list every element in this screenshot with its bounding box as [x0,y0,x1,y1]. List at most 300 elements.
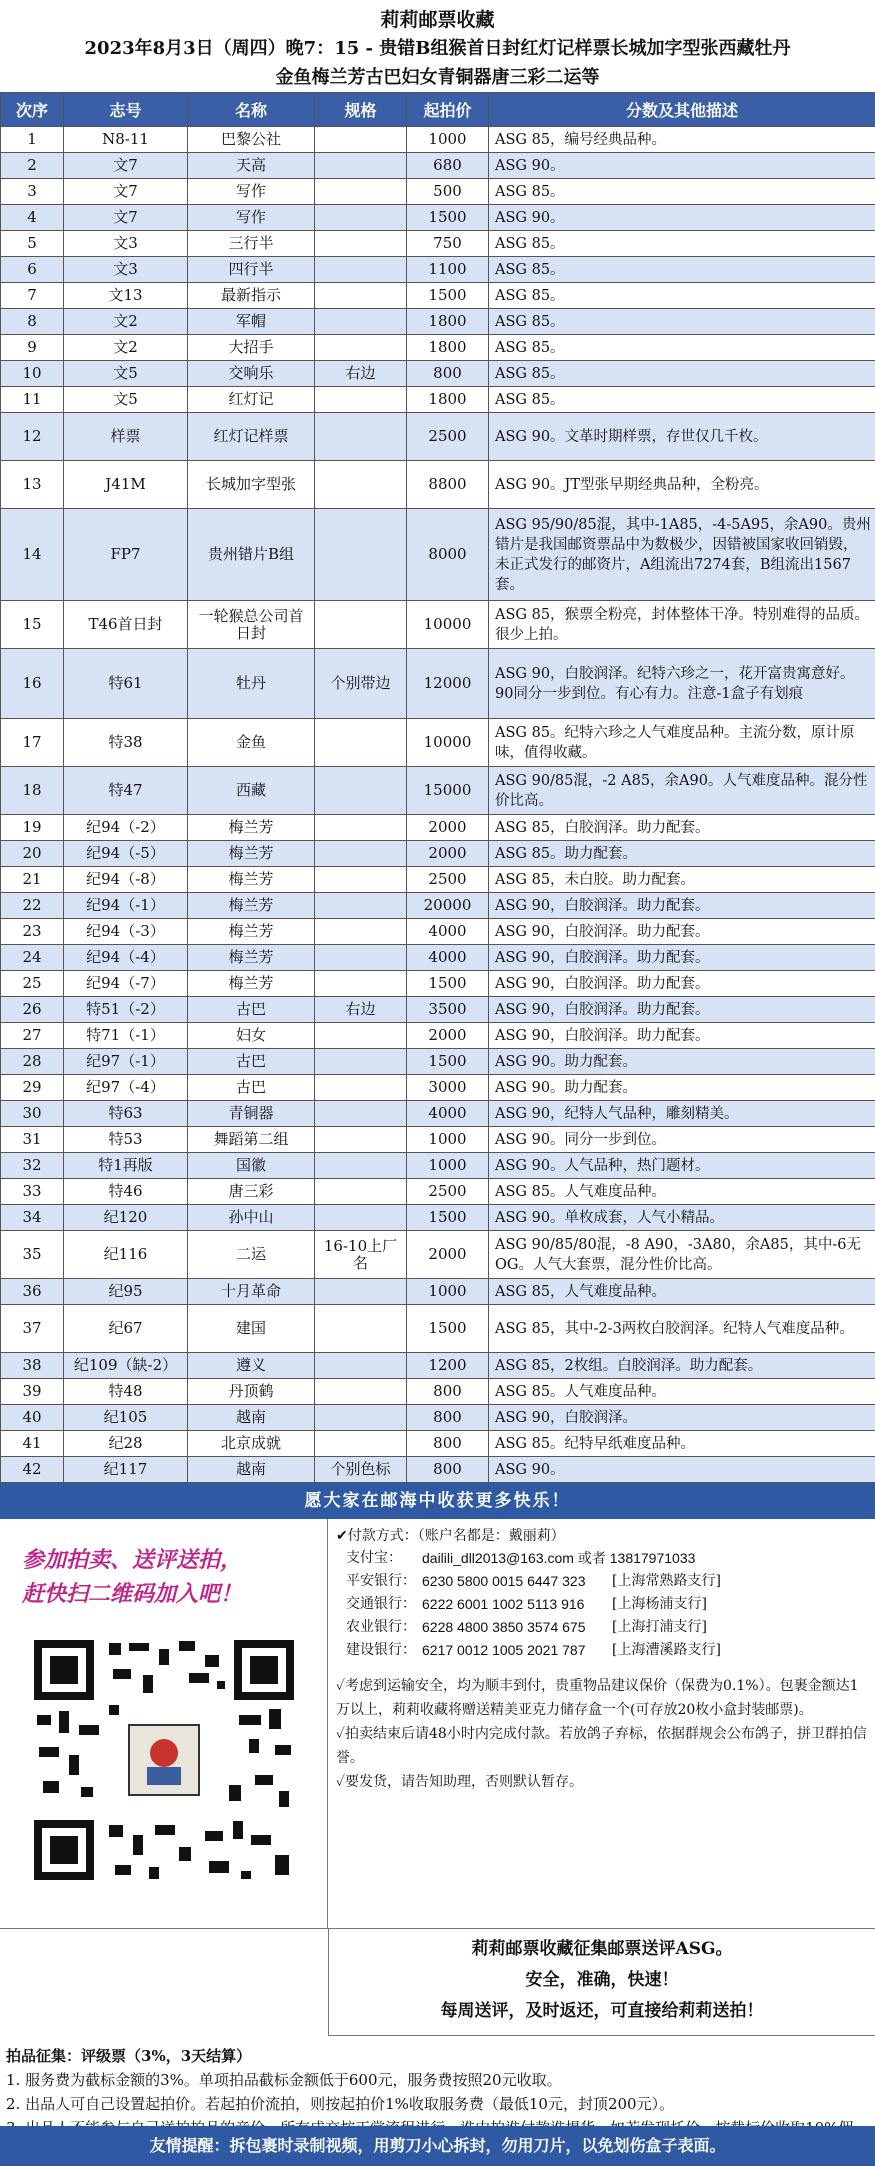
cell-desc: ASG 90。 [489,205,875,231]
shop-name: 莉莉邮票收藏 [380,9,495,31]
cell-price: 10000 [407,719,489,767]
cell-code: J41M [64,461,188,509]
cell-code: 文3 [64,257,188,283]
note-2: ✓拍卖结束后请48小时内完成付款。若放鸽子弃标，依据群规会公布鸽子，拼卫群拍信誉。 [336,1726,867,1766]
cell-price: 8000 [407,509,489,601]
table-row [1,1431,875,1457]
table-row [1,1205,875,1231]
cell-no: 34 [1,1205,64,1231]
table-row [1,309,875,335]
cell-spec [315,1049,407,1075]
cell-price: 2500 [407,1179,489,1205]
table-row [1,1127,875,1153]
promo-line-1: 参加拍卖、送评送拍， [22,1547,243,1573]
cell-desc: ASG 90，白胶润泽。助力配套。 [489,945,875,971]
cell-desc: ASG 85，白胶润泽。助力配套。 [489,815,875,841]
table-row [1,945,875,971]
table-row [1,893,875,919]
cell-price: 3000 [407,1075,489,1101]
cell-code: 纪94（-7） [64,971,188,997]
cell-code: 纪94（-3） [64,919,188,945]
cell-desc: ASG 85。 [489,231,875,257]
cell-spec [315,231,407,257]
cell-no: 39 [1,1379,64,1405]
cell-name: 梅兰芳 [188,971,315,997]
table-row [1,1023,875,1049]
cell-price: 1200 [407,1353,489,1379]
cell-name: 古巴 [188,997,315,1023]
cell-no: 29 [1,1075,64,1101]
cell-no: 27 [1,1023,64,1049]
note-1: ✓考虑到运输安全，均为顺丰到付，贵重物品建议保价（保费为0.1%）。包裹金额达1万以上，莉莉收藏将赠送精美亚克力储存盒一个(可存放20枚小盒封装邮票)。 [336,1678,859,1718]
table-row [1,1379,875,1405]
cell-spec [315,1405,407,1431]
cell-name: 梅兰芳 [188,945,315,971]
cell-spec [315,893,407,919]
info-section [0,1519,875,1929]
cell-spec [315,283,407,309]
cell-spec [315,309,407,335]
cell-name: 越南 [188,1457,315,1483]
table-row [1,127,875,153]
cell-no: 21 [1,867,64,893]
bank-branch: [上海杨浦支行] [612,1596,707,1612]
cell-code: 纪120 [64,1205,188,1231]
cell-spec [315,387,407,413]
cell-price: 12000 [407,649,489,719]
cell-no: 1 [1,127,64,153]
cell-code: 文5 [64,387,188,413]
cell-desc: ASG 85。 [489,257,875,283]
cell-price: 750 [407,231,489,257]
table-row [1,1153,875,1179]
cell-name: 军帽 [188,309,315,335]
cell-price: 2000 [407,841,489,867]
auction-title-line3: 金鱼梅兰芳古巴妇女青铜器唐三彩二运等 [275,67,600,88]
cell-code: 特61 [64,649,188,719]
cell-desc: ASG 90。助力配套。 [489,1075,875,1101]
cell-name: 红灯记 [188,387,315,413]
cell-code: 纪94（-2） [64,815,188,841]
table-row [1,461,875,509]
auction-title-line2: 2023年8月3日（周四）晚7：15 - 贵错B组猴首日封红灯记样票长城加字型张西藏牡丹 [84,38,791,59]
cell-name: 长城加字型张 [188,461,315,509]
cell-code: 纪97（-4） [64,1075,188,1101]
cell-desc: ASG 90/85混，-2 A85，余A90。人气难度品种。混分性价比高。 [489,767,875,815]
wish-banner: 愿大家在邮海中收获更多快乐！ [0,1483,875,1519]
cell-spec [315,1075,407,1101]
cell-code: FP7 [64,509,188,601]
cell-desc: ASG 85，未白胶。助力配套。 [489,867,875,893]
cell-name: 交响乐 [188,361,315,387]
cell-no: 33 [1,1179,64,1205]
cell-name: 天高 [188,153,315,179]
cell-desc: ASG 90。 [489,153,875,179]
table-row [1,649,875,719]
payment-head: ✔付款方式：（账户名都是：戴丽莉） [336,1528,565,1544]
cell-desc: ASG 85。纪特早纸难度品种。 [489,1431,875,1457]
cell-price: 800 [407,361,489,387]
cell-name: 一轮猴总公司首日封 [188,601,315,649]
cell-spec [315,335,407,361]
cell-no: 19 [1,815,64,841]
cell-price: 1100 [407,257,489,283]
cell-name: 唐三彩 [188,1179,315,1205]
cell-price: 680 [407,153,489,179]
cell-name: 最新指示 [188,283,315,309]
cell-desc: ASG 90。文革时期样票，存世仅几千枚。 [489,413,875,461]
cell-code: 纪105 [64,1405,188,1431]
cell-no: 25 [1,971,64,997]
cell-code: 文5 [64,361,188,387]
cell-spec [315,1353,407,1379]
payment-panel [328,1519,875,1928]
cell-desc: ASG 85，2枚组。白胶润泽。助力配套。 [489,1353,875,1379]
cell-name: 北京成就 [188,1431,315,1457]
bank-row [336,1570,867,1593]
promo-panel [0,1519,328,1928]
bank-name: 交通银行： [346,1596,416,1612]
cell-desc: ASG 85。纪特六珍之人气难度品种。主流分数，原计原味，值得收藏。 [489,719,875,767]
cell-spec [315,971,407,997]
table-row [1,1353,875,1379]
cell-name: 越南 [188,1405,315,1431]
table-row [1,1457,875,1483]
cell-name: 青铜器 [188,1101,315,1127]
cell-desc: ASG 90。人气品种，热门题材。 [489,1153,875,1179]
cell-price: 1000 [407,1279,489,1305]
cell-desc: ASG 95/90/85混，其中-1A85，-4-5A95，余A90。贵州错片是我国邮资票品中为数极少，因错被国家收回销毁，未正式发行的邮资片，A组流出7274套，B组流出1567套。 [489,509,875,601]
cell-price: 1000 [407,127,489,153]
promo-text [12,1543,315,1611]
cell-no: 14 [1,509,64,601]
cell-code: 文7 [64,205,188,231]
cell-spec: 个别色标 [315,1457,407,1483]
cell-code: 特71（-1） [64,1023,188,1049]
table-row [1,1231,875,1279]
cell-spec [315,945,407,971]
cell-spec [315,767,407,815]
cell-desc: ASG 90。助力配套。 [489,1049,875,1075]
bank-account-number[interactable]: 6228 4800 3850 3574 675 [422,1619,586,1635]
col-header-no: 次序 [1,93,64,127]
cell-no: 41 [1,1431,64,1457]
bank-account-number[interactable]: 6222 6001 1002 5113 916 [422,1596,585,1612]
cell-no: 13 [1,461,64,509]
cell-name: 孙中山 [188,1205,315,1231]
table-row [1,997,875,1023]
cell-desc: ASG 85。 [489,335,875,361]
cell-desc: ASG 90，白胶润泽。 [489,1405,875,1431]
cell-spec [315,867,407,893]
cell-desc: ASG 90。单枚成套，人气小精品。 [489,1205,875,1231]
cell-price: 2000 [407,1023,489,1049]
rule-2: 2. 出品人可自己设置起拍价。若起拍价流拍，则按起拍价1%收取服务费（最低10元，封顶200元）。 [6,2095,675,2113]
cell-spec [315,1279,407,1305]
alipay-value[interactable]: dailili_dll2013@163.com 或者 13817971033 [422,1550,696,1566]
cell-name: 三行半 [188,231,315,257]
cell-desc: ASG 90。 [489,1457,875,1483]
cell-spec [315,1179,407,1205]
cell-desc: ASG 90，白胶润泽。助力配套。 [489,919,875,945]
cell-code: 文7 [64,153,188,179]
cell-code: 纪116 [64,1231,188,1279]
cell-code: 特48 [64,1379,188,1405]
cell-spec [315,179,407,205]
qr-code-graphic [29,1635,299,1885]
bank-branch: [上海漕溪路支行] [612,1642,721,1658]
cell-spec [315,205,407,231]
bank-branch: [上海打浦支行] [612,1619,707,1635]
bank-name: 平安银行： [346,1573,416,1589]
bank-row [336,1639,867,1662]
cell-desc: ASG 90，白胶润泽。助力配套。 [489,971,875,997]
cell-price: 1500 [407,283,489,309]
cell-name: 遵义 [188,1353,315,1379]
cell-price: 2500 [407,413,489,461]
cell-no: 2 [1,153,64,179]
cell-name: 写作 [188,179,315,205]
cell-name: 四行半 [188,257,315,283]
cell-desc: ASG 90。JT型张早期经典品种，全粉亮。 [489,461,875,509]
table-row [1,413,875,461]
cell-price: 4000 [407,919,489,945]
table-row [1,509,875,601]
cell-name: 写作 [188,205,315,231]
cell-price: 10000 [407,601,489,649]
cell-no: 17 [1,719,64,767]
cell-code: 纪94（-5） [64,841,188,867]
cell-code: 文13 [64,283,188,309]
cell-no: 4 [1,205,64,231]
asg-line-1: 莉莉邮票收藏征集邮票送评ASG。 [471,1939,733,1959]
cell-code: 纪95 [64,1279,188,1305]
table-row [1,387,875,413]
cell-name: 大招手 [188,335,315,361]
cell-no: 8 [1,309,64,335]
cell-spec [315,1153,407,1179]
cell-spec [315,1431,407,1457]
cell-name: 梅兰芳 [188,919,315,945]
alipay-label: 支付宝： [346,1550,402,1566]
rules-head: 拍品征集：评级票（3%，3天结算） [6,2047,252,2065]
cell-code: 样票 [64,413,188,461]
cell-code: 文2 [64,309,188,335]
cell-name: 贵州错片B组 [188,509,315,601]
cell-code: 纪67 [64,1305,188,1353]
cell-code: 文2 [64,335,188,361]
cell-no: 16 [1,649,64,719]
cell-spec: 16-10上厂名 [315,1231,407,1279]
cell-code: 特63 [64,1101,188,1127]
table-row [1,767,875,815]
cell-price: 2000 [407,815,489,841]
cell-price: 1500 [407,205,489,231]
table-row [1,283,875,309]
cell-price: 1500 [407,1305,489,1353]
table-row [1,1101,875,1127]
qr-code-icon[interactable] [29,1635,299,1885]
cell-spec [315,841,407,867]
table-row [1,1179,875,1205]
col-header-desc: 分数及其他描述 [489,93,875,127]
cell-desc: ASG 90/85/80混，-8 A90，-3A80，余A85，其中-6无OG。人气大套票，混分性价比高。 [489,1231,875,1279]
cell-no: 32 [1,1153,64,1179]
cell-name: 十月革命 [188,1279,315,1305]
cell-name: 丹顶鹤 [188,1379,315,1405]
table-row [1,179,875,205]
rule-1: 1. 服务费为截标金额的3%。单项拍品截标金额低于600元，服务费按照20元收取。 [6,2071,562,2089]
cell-name: 巴黎公社 [188,127,315,153]
cell-price: 4000 [407,1101,489,1127]
cell-desc: ASG 85，人气难度品种。 [489,1279,875,1305]
cell-code: 文3 [64,231,188,257]
cell-name: 古巴 [188,1075,315,1101]
cell-spec [315,127,407,153]
table-row [1,1405,875,1431]
cell-price: 2000 [407,1231,489,1279]
cell-name: 古巴 [188,1049,315,1075]
cell-no: 22 [1,893,64,919]
cell-no: 3 [1,179,64,205]
cell-price: 1500 [407,1205,489,1231]
cell-no: 30 [1,1101,64,1127]
cell-code: 纪97（-1） [64,1049,188,1075]
cell-no: 28 [1,1049,64,1075]
reminder-footer: 友情提醒：拆包裹时录制视频，用剪刀小心拆封，勿用刀片，以免划伤盒子表面。 [0,2126,875,2166]
cell-price: 500 [407,179,489,205]
cell-desc: ASG 90，白胶润泽。纪特六珍之一，花开富贵寓意好。90同分一步到位。有心有力。注意-1盒子有划痕 [489,649,875,719]
cell-desc: ASG 85。人气难度品种。 [489,1379,875,1405]
cell-spec [315,257,407,283]
cell-price: 1000 [407,1127,489,1153]
cell-price: 15000 [407,767,489,815]
lots-table [0,92,875,1483]
cell-desc: ASG 90，白胶润泽。助力配套。 [489,893,875,919]
cell-desc: ASG 85，猴票全粉亮，封体整体干净。特别难得的品质。很少上拍。 [489,601,875,649]
cell-code: 特51（-2） [64,997,188,1023]
cell-name: 红灯记样票 [188,413,315,461]
table-row [1,257,875,283]
cell-code: 纪117 [64,1457,188,1483]
asg-box [328,1928,875,2036]
cell-name: 妇女 [188,1023,315,1049]
cell-no: 12 [1,413,64,461]
cell-name: 二运 [188,1231,315,1279]
cell-no: 11 [1,387,64,413]
asg-line-2: 安全，准确，快速！ [525,1970,679,1990]
cell-name: 舞蹈第二组 [188,1127,315,1153]
col-header-price: 起拍价 [407,93,489,127]
table-row [1,841,875,867]
check-icon: ✔ [336,1528,348,1544]
cell-no: 42 [1,1457,64,1483]
cell-code: 特47 [64,767,188,815]
cell-desc: ASG 85。 [489,387,875,413]
cell-price: 800 [407,1405,489,1431]
table-row [1,1075,875,1101]
table-row [1,1279,875,1305]
cell-code: T46首日封 [64,601,188,649]
cell-price: 1800 [407,335,489,361]
cell-no: 31 [1,1127,64,1153]
bank-list [336,1570,867,1662]
bank-account-number[interactable]: 6230 5800 0015 6447 323 [422,1573,586,1589]
bank-name: 建设银行： [346,1642,416,1658]
cell-no: 6 [1,257,64,283]
bank-account-number[interactable]: 6217 0012 1005 2021 787 [422,1642,586,1658]
cell-code: N8-11 [64,127,188,153]
cell-price: 800 [407,1457,489,1483]
cell-name: 梅兰芳 [188,841,315,867]
asg-line-3: 每周送评，及时返还，可直接给莉莉送拍！ [440,2001,764,2021]
cell-no: 10 [1,361,64,387]
cell-name: 国徽 [188,1153,315,1179]
cell-desc: ASG 90，白胶润泽。助力配套。 [489,997,875,1023]
bank-row [336,1616,867,1639]
cell-desc: ASG 85。 [489,309,875,335]
cell-name: 梅兰芳 [188,815,315,841]
cell-no: 26 [1,997,64,1023]
cell-price: 800 [407,1379,489,1405]
cell-spec [315,461,407,509]
cell-name: 西藏 [188,767,315,815]
cell-spec [315,413,407,461]
cell-spec [315,153,407,179]
cell-spec [315,601,407,649]
cell-desc: ASG 85。 [489,283,875,309]
cell-spec: 右边 [315,997,407,1023]
cell-code: 纪94（-8） [64,867,188,893]
cell-desc: ASG 90，白胶润泽。助力配套。 [489,1023,875,1049]
shipping-notes [336,1674,867,1794]
cell-name: 建国 [188,1305,315,1353]
cell-code: 特53 [64,1127,188,1153]
table-row [1,1305,875,1353]
cell-spec [315,1305,407,1353]
cell-desc: ASG 90。同分一步到位。 [489,1127,875,1153]
cell-desc: ASG 85。人气难度品种。 [489,1179,875,1205]
cell-price: 1800 [407,309,489,335]
cell-name: 牡丹 [188,649,315,719]
cell-spec [315,1101,407,1127]
table-row [1,971,875,997]
cell-code: 特38 [64,719,188,767]
cell-no: 36 [1,1279,64,1305]
cell-no: 37 [1,1305,64,1353]
promo-line-2: 赶快扫二维码加入吧！ [22,1581,243,1607]
cell-price: 20000 [407,893,489,919]
cell-no: 5 [1,231,64,257]
header [0,0,875,92]
cell-spec [315,815,407,841]
table-row [1,153,875,179]
table-row [1,815,875,841]
cell-price: 8800 [407,461,489,509]
col-header-name: 名称 [188,93,315,127]
table-row [1,919,875,945]
cell-code: 纪94（-4） [64,945,188,971]
cell-name: 梅兰芳 [188,893,315,919]
cell-spec [315,1023,407,1049]
cell-desc: ASG 85，编号经典品种。 [489,127,875,153]
cell-desc: ASG 85。 [489,179,875,205]
cell-no: 20 [1,841,64,867]
cell-spec: 右边 [315,361,407,387]
cell-desc: ASG 85。助力配套。 [489,841,875,867]
bank-name: 农业银行： [346,1619,416,1635]
cell-price: 4000 [407,945,489,971]
